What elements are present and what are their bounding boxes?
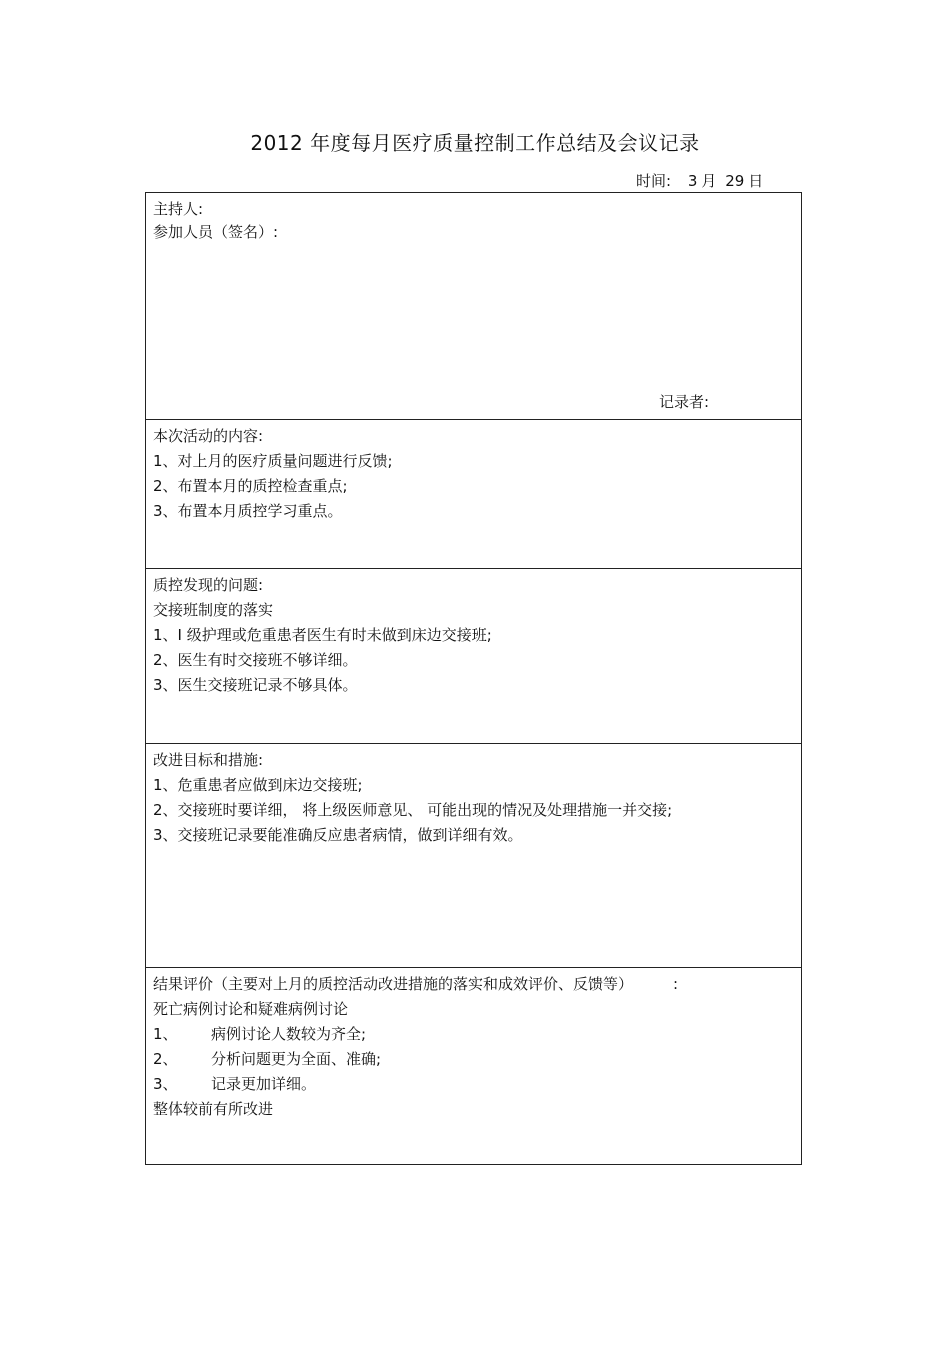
activity-item: 3、布置本月质控学习重点。: [153, 502, 343, 520]
evaluation-item: [153, 1022, 801, 1047]
document-title: 2012 年度每月医疗质量控制工作总结及会议记录: [250, 131, 700, 155]
improvement-heading: 改进目标和措施:: [153, 751, 264, 769]
problems-subheading: 交接班制度的落实: [153, 601, 274, 619]
evaluation-item-number: 3、: [153, 1075, 178, 1093]
recorder-label: 记录者:: [658, 393, 709, 411]
evaluation-item-text: 记录更加详细。: [211, 1075, 317, 1093]
date-month: 3: [687, 172, 698, 190]
evaluation-heading: 结果评价（主要对上月的质控活动改进措施的落实和成效评价、反馈等）: [153, 975, 634, 993]
evaluation-item: [153, 1047, 801, 1072]
activity-item: 2、布置本月的质控检查重点;: [153, 477, 348, 495]
date-value: [682, 170, 783, 193]
participants-label: 参加人员（签名）:: [153, 223, 279, 241]
section-problems-found: [146, 569, 801, 744]
host-label: 主持人:: [153, 200, 204, 218]
evaluation-subheading: 死亡病例讨论和疑难病例讨论: [153, 1000, 349, 1018]
section-activity-content: [146, 420, 801, 569]
improvement-item: 3、交接班记录要能准确反应患者病情，做到详细有效。: [153, 826, 523, 844]
section-improvement: [146, 744, 801, 968]
problem-item: 1、Ⅰ 级护理或危重患者医生有时未做到床边交接班;: [153, 626, 492, 644]
evaluation-item-text: 病例讨论人数较为齐全;: [211, 1025, 367, 1043]
date-label: 时间:: [636, 172, 672, 190]
problem-item: 3、医生交接班记录不够具体。: [153, 676, 358, 694]
improvement-item: 1、危重患者应做到床边交接班;: [153, 776, 363, 794]
evaluation-item-number: 1、: [153, 1025, 178, 1043]
evaluation-summary: 整体较前有所改进: [153, 1100, 274, 1118]
evaluation-heading-colon: :: [673, 975, 679, 993]
date-month-unit: 月: [701, 172, 717, 190]
section-evaluation: [146, 968, 801, 1164]
section-attendance: [146, 193, 801, 420]
evaluation-item-text: 分析问题更为全面、准确;: [211, 1050, 382, 1068]
date-day-unit: 日: [748, 172, 764, 190]
date-day: 29: [725, 172, 745, 190]
date-row: [636, 170, 783, 193]
problem-item: 2、医生有时交接班不够详细。: [153, 651, 358, 669]
problems-heading: 质控发现的问题:: [153, 576, 264, 594]
evaluation-item: [153, 1072, 801, 1097]
evaluation-heading-row: [153, 972, 801, 997]
improvement-item: 2、交接班时要详细， 将上级医师意见、 可能出现的情况及处理措施一并交接;: [153, 801, 673, 819]
evaluation-item-number: 2、: [153, 1050, 178, 1068]
meeting-record-form: [145, 192, 802, 1165]
activity-heading: 本次活动的内容:: [153, 427, 264, 445]
activity-item: 1、对上月的医疗质量问题进行反馈;: [153, 452, 393, 470]
